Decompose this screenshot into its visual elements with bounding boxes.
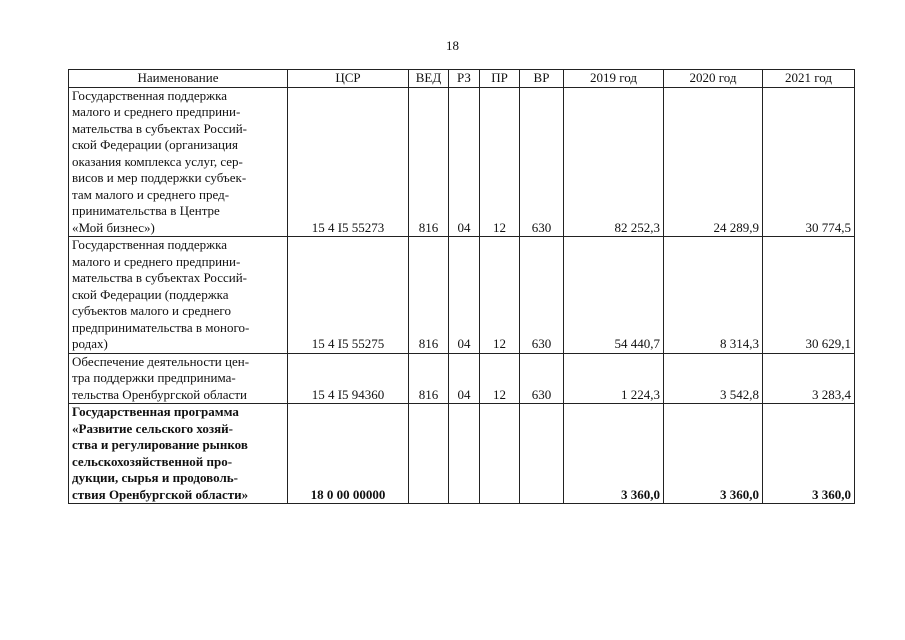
- header-2019: 2019 год: [564, 70, 664, 88]
- row-rz: 04: [449, 353, 480, 404]
- row-vr: 630: [520, 353, 564, 404]
- row-name: Государственная программа «Развитие сельского хозяй- ства и регулирование рынков сельскохозяйственной про- дукции, сырья и продоволь- ствия Оренбургской области»: [69, 404, 288, 504]
- table-row-program: [69, 404, 855, 504]
- row-pr: [480, 404, 520, 504]
- row-2020: 3 360,0: [664, 404, 763, 504]
- header-2021: 2021 год: [763, 70, 855, 88]
- header-2020: 2020 год: [664, 70, 763, 88]
- table-row: [69, 237, 855, 354]
- row-csr: 18 0 00 00000: [288, 404, 409, 504]
- table-row: [69, 87, 855, 237]
- row-pr: 12: [480, 353, 520, 404]
- row-ved: 816: [409, 353, 449, 404]
- row-csr: 15 4 I5 55273: [288, 87, 409, 237]
- row-2019: 3 360,0: [564, 404, 664, 504]
- row-ved: 816: [409, 87, 449, 237]
- row-2021: 30 629,1: [763, 237, 855, 354]
- row-pr: 12: [480, 237, 520, 354]
- row-name: Государственная поддержка малого и среднего предприни- мательства в субъектах Россий- ской Федерации (организация оказания комплекса услуг, сер- висов и мер поддержки субъек- там малого и среднего пред- принимательства в Центре «Мой бизнес»): [69, 87, 288, 237]
- row-rz: [449, 404, 480, 504]
- row-csr: 15 4 I5 94360: [288, 353, 409, 404]
- row-rz: 04: [449, 87, 480, 237]
- row-csr: 15 4 I5 55275: [288, 237, 409, 354]
- budget-table: [68, 69, 855, 504]
- row-2019: 1 224,3: [564, 353, 664, 404]
- row-2021: 3 360,0: [763, 404, 855, 504]
- row-2020: 8 314,3: [664, 237, 763, 354]
- row-vr: [520, 404, 564, 504]
- row-vr: 630: [520, 87, 564, 237]
- row-rz: 04: [449, 237, 480, 354]
- row-2019: 82 252,3: [564, 87, 664, 237]
- table-row: [69, 353, 855, 404]
- row-2021: 30 774,5: [763, 87, 855, 237]
- header-rz: РЗ: [449, 70, 480, 88]
- header-vr: ВР: [520, 70, 564, 88]
- row-ved: [409, 404, 449, 504]
- row-name: Обеспечение деятельности цен- тра поддержки предпринима- тельства Оренбургской области: [69, 353, 288, 404]
- row-2021: 3 283,4: [763, 353, 855, 404]
- row-ved: 816: [409, 237, 449, 354]
- header-name: Наименование: [69, 70, 288, 88]
- row-name: Государственная поддержка малого и среднего предприни- мательства в субъектах Россий- ской Федерации (поддержка субъектов малого и среднего предпринимательства в моного- родах): [69, 237, 288, 354]
- row-2019: 54 440,7: [564, 237, 664, 354]
- row-pr: 12: [480, 87, 520, 237]
- table-header-row: [69, 70, 855, 88]
- row-2020: 3 542,8: [664, 353, 763, 404]
- row-vr: 630: [520, 237, 564, 354]
- page-number: 18: [446, 38, 459, 53]
- header-ved: ВЕД: [409, 70, 449, 88]
- row-2020: 24 289,9: [664, 87, 763, 237]
- header-pr: ПР: [480, 70, 520, 88]
- header-csr: ЦСР: [288, 70, 409, 88]
